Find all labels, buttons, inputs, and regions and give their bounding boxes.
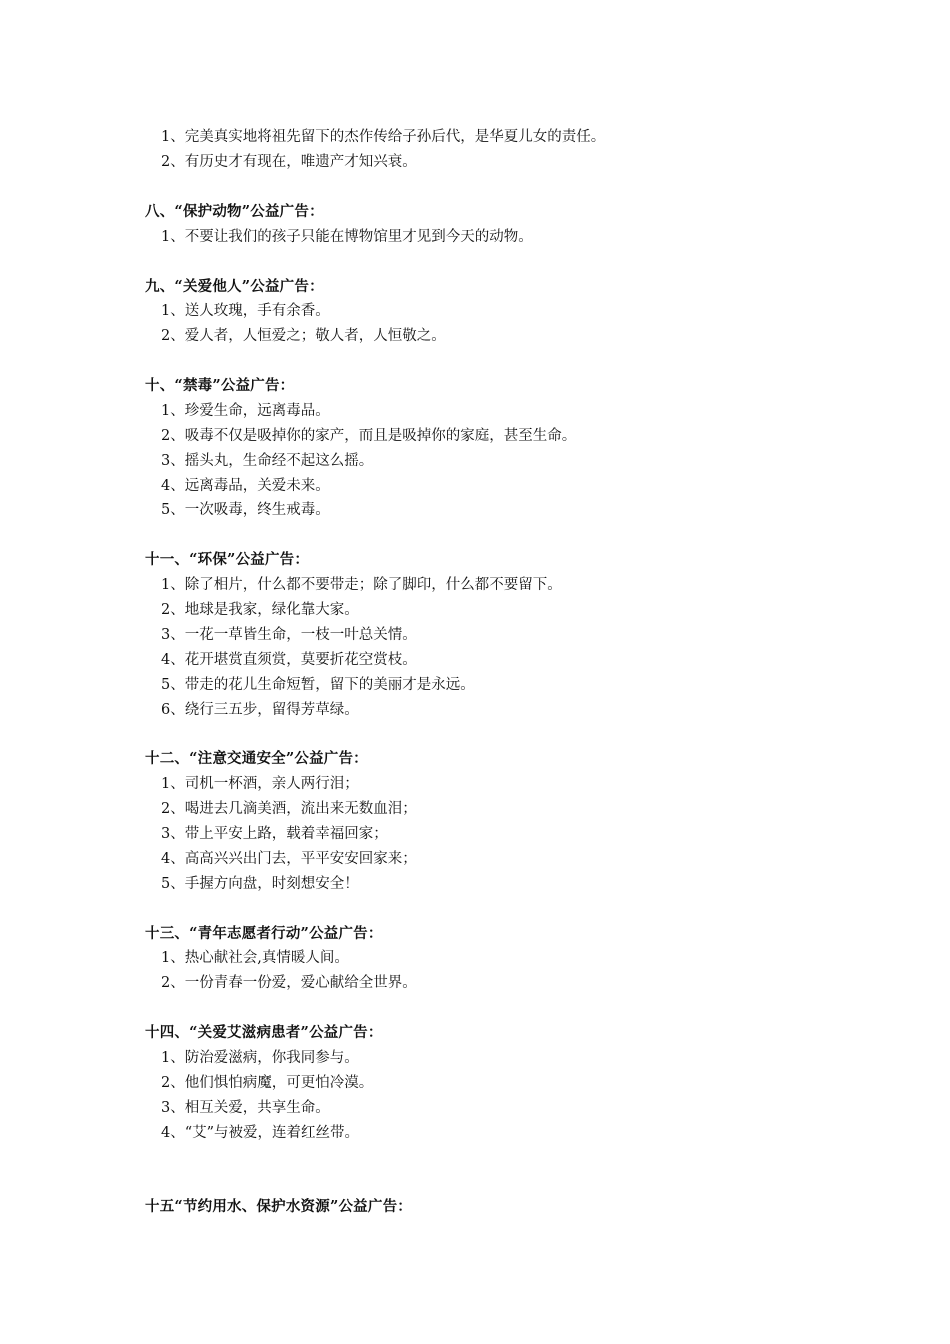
list-item: 5、带走的花儿生命短暂，留下的美丽才是永远。 — [161, 677, 475, 693]
section-heading: 九、“关爱他人”公益广告： — [145, 278, 324, 295]
list-item: 1、完美真实地将祖先留下的杰作传给子孙后代，是华夏儿女的责任。 — [161, 129, 606, 145]
list-item: 2、他们惧怕病魔，可更怕冷漠。 — [161, 1075, 374, 1091]
list-item: 1、司机一杯酒，亲人两行泪； — [161, 776, 359, 792]
section-heading: 十五“节约用水、保护水资源”公益广告： — [145, 1198, 412, 1215]
section-heading: 十一、“环保”公益广告： — [145, 551, 310, 568]
list-item: 4、“艾”与被爱，连着红丝带。 — [161, 1125, 360, 1141]
section-heading: 十四、“关爱艾滋病患者”公益广告： — [145, 1024, 383, 1041]
list-item: 3、相互关爱，共享生命。 — [161, 1100, 330, 1116]
section-heading: 十二、“注意交通安全”公益广告： — [145, 750, 368, 767]
list-item: 2、有历史才有现在，唯遗产才知兴衰。 — [161, 154, 417, 170]
list-item: 3、摇头丸，生命经不起这么摇。 — [161, 453, 374, 469]
list-item: 4、花开堪赏直须赏，莫要折花空赏枝。 — [161, 652, 417, 668]
list-item: 2、地球是我家，绿化靠大家。 — [161, 602, 359, 618]
section-heading: 八、“保护动物”公益广告： — [145, 203, 324, 220]
section-heading: 十、“禁毒”公益广告： — [145, 377, 295, 394]
list-item: 5、手握方向盘，时刻想安全！ — [161, 876, 359, 892]
list-item: 2、吸毒不仅是吸掉你的家产，而且是吸掉你的家庭，甚至生命。 — [161, 428, 577, 444]
list-item: 5、一次吸毒，终生戒毒。 — [161, 502, 330, 518]
section-heading: 十三、“青年志愿者行动”公益广告： — [145, 925, 383, 942]
list-item: 1、热心献社会,真情暖人间。 — [161, 950, 349, 966]
list-item: 1、除了相片，什么都不要带走；除了脚印，什么都不要留下。 — [161, 577, 562, 593]
list-item: 2、喝进去几滴美酒，流出来无数血泪； — [161, 801, 417, 817]
list-item: 1、珍爱生命，远离毒品。 — [161, 403, 330, 419]
list-item: 3、带上平安上路，载着幸福回家； — [161, 826, 388, 842]
list-item: 6、绕行三五步，留得芳草绿。 — [161, 702, 359, 718]
list-item: 1、不要让我们的孩子只能在博物馆里才见到今天的动物。 — [161, 229, 533, 245]
list-item: 1、防治爱滋病，你我同参与。 — [161, 1050, 359, 1066]
list-item: 4、高高兴兴出门去，平平安安回家来； — [161, 851, 417, 867]
list-item: 4、远离毒品，关爱未来。 — [161, 478, 330, 494]
list-item: 1、送人玫瑰，手有余香。 — [161, 303, 330, 319]
list-item: 3、一花一草皆生命，一枝一叶总关情。 — [161, 627, 417, 643]
list-item: 2、爱人者，人恒爱之；敬人者，人恒敬之。 — [161, 328, 446, 344]
list-item: 2、一份青春一份爱，爱心献给全世界。 — [161, 975, 417, 991]
